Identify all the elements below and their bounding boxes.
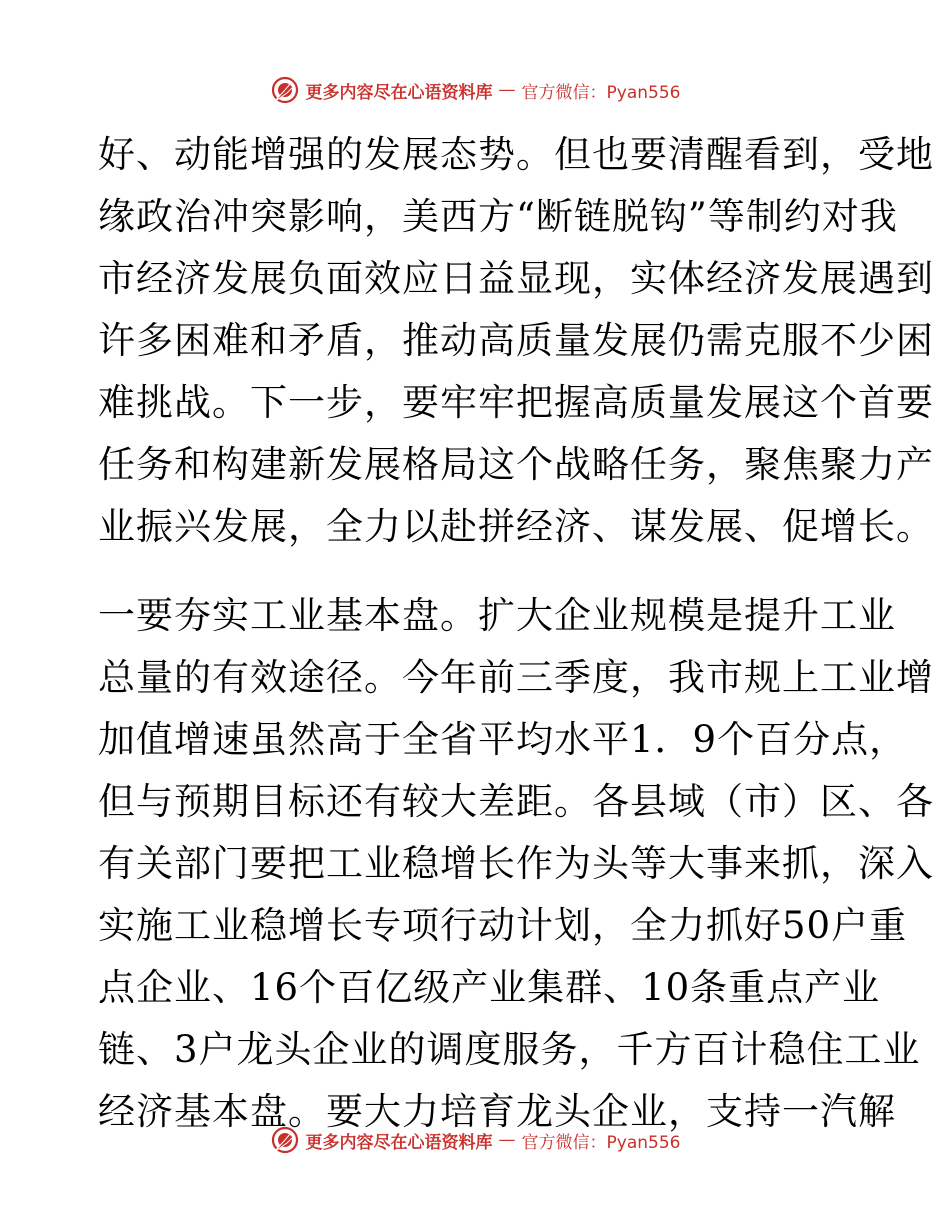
paragraph-2 bbox=[98, 585, 934, 1143]
footer-banner bbox=[0, 1120, 950, 1160]
paragraph-1 bbox=[98, 124, 934, 558]
document-body bbox=[98, 124, 934, 1143]
text-line: 链、3户龙头企业的调度服务，千方百计稳住工业 bbox=[98, 1028, 921, 1071]
text-line: 好、动能增强的发展态势。但也要清醒看到，受地 bbox=[98, 133, 934, 176]
banner-site-text: 更多内容尽在心语资料库 bbox=[305, 1132, 493, 1153]
text-line: 一要夯实工业基本盘。扩大企业规模是提升工业 bbox=[98, 594, 896, 637]
text-line: 难挑战。下一步，要牢牢把握高质量发展这个首要 bbox=[98, 381, 934, 424]
text-line: 任务和构建新发展格局这个战略任务，聚焦聚力产 bbox=[98, 443, 934, 486]
red-pen-circle-icon bbox=[270, 75, 300, 105]
text-line: 经济基本盘。要大力培育龙头企业，支持一汽解 bbox=[98, 1090, 896, 1133]
text-line: 市经济发展负面效应日益显现，实体经济发展遇到 bbox=[98, 257, 934, 300]
text-line: 许多困难和矛盾，推动高质量发展仍需克服不少困 bbox=[98, 319, 934, 362]
banner-wechat-text: 官方微信：Pyan556 bbox=[521, 82, 681, 103]
banner-dash: — bbox=[498, 1130, 516, 1150]
banner-site-text: 更多内容尽在心语资料库 bbox=[305, 82, 493, 103]
text-line: 总量的有效途径。今年前三季度，我市规上工业增 bbox=[98, 656, 934, 699]
text-line: 但与预期目标还有较大差距。各县域（市）区、各 bbox=[98, 780, 934, 823]
header-banner bbox=[0, 70, 950, 110]
banner-wechat-text: 官方微信：Pyan556 bbox=[521, 1132, 681, 1153]
text-line: 加值增速虽然高于全省平均水平1．9个百分点， bbox=[98, 718, 908, 761]
paragraph-gap bbox=[98, 558, 858, 585]
banner-dash: — bbox=[498, 80, 516, 100]
text-line: 实施工业稳增长专项行动计划，全力抓好50户重 bbox=[98, 904, 908, 947]
text-line: 点企业、16个百亿级产业集群、10条重点产业 bbox=[98, 966, 881, 1009]
text-line: 缘政治冲突影响，美西方“断链脱钩”等制约对我 bbox=[98, 195, 898, 238]
text-line: 有关部门要把工业稳增长作为头等大事来抓，深入 bbox=[98, 842, 934, 885]
text-line: 业振兴发展，全力以赴拼经济、谋发展、促增长。 bbox=[98, 505, 934, 548]
red-pen-circle-icon bbox=[270, 1125, 300, 1155]
